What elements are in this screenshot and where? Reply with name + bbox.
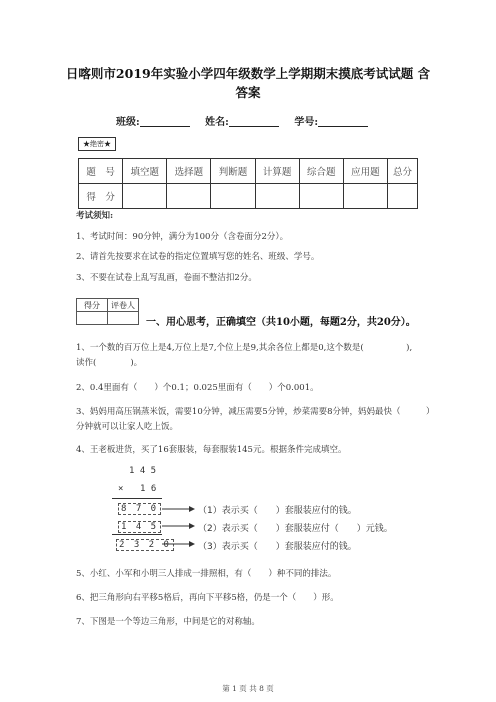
score-cell[interactable] — [387, 184, 417, 209]
multiplier: 1 6 — [140, 484, 157, 494]
partial-product-1: 8 7 0 — [118, 503, 161, 515]
calc-description-2: （2）表示买（ ）套服装应付（ ）元钱。 — [198, 524, 393, 534]
student-id-label: 学号: — [294, 117, 319, 128]
name-field[interactable] — [229, 116, 279, 127]
multiplicand: 1 4 5 — [129, 466, 157, 476]
secret-seal: ★绝密★ — [78, 137, 116, 151]
score-row-label: 得 分 — [79, 184, 123, 209]
final-product: 2 3 2 0 — [116, 539, 174, 551]
exam-title-line2: 答案 — [235, 85, 261, 100]
question-7: 7、下图是一个等边三角形，中间是它的对称轴。 — [76, 617, 260, 627]
notice-title: 考试须知: — [76, 211, 114, 221]
product-line — [112, 498, 162, 499]
score-cell[interactable] — [123, 184, 167, 209]
calc-description-1: （1）表示买（ ）套服装应付的钱。 — [198, 506, 357, 516]
sum-line — [112, 534, 162, 535]
score-table-cell: 题 号 — [79, 159, 123, 184]
scorebox-grader-cell[interactable] — [108, 312, 139, 325]
question-5: 5、小红、小军和小明三人排成一排照相，有（ ）种不同的排法。 — [76, 569, 337, 579]
scorebox-score-cell[interactable] — [77, 312, 108, 325]
notice-item: 1、考试时间：90分钟，满分为100分（含卷面分2分）。 — [76, 232, 289, 242]
score-cell[interactable] — [255, 184, 299, 209]
page-number: 第 1 页 共 8 页 — [222, 684, 274, 693]
score-table-cell: 应用题 — [343, 159, 387, 184]
calc-description-3: （3）表示买（ ）套服装应付的钱。 — [198, 542, 357, 552]
score-table-cell: 判断题 — [211, 159, 255, 184]
class-label: 班级: — [115, 117, 140, 128]
question-6: 6、把三角形向右平移5格后，再向下平移5格，仍是一个（ ）形。 — [76, 593, 339, 603]
score-table-cell: 填空题 — [123, 159, 167, 184]
score-table-score-row — [79, 184, 418, 209]
times-sign: × — [118, 484, 124, 494]
score-cell[interactable] — [299, 184, 343, 209]
question-3-line2: 分钟就可以让家人吃上饭。 — [76, 422, 179, 432]
question-3-line1: 3、妈妈用高压锅蒸米饭，需要10分钟，减压需要5分钟，炒菜需要8分钟，妈妈最快（ ） — [76, 407, 435, 417]
score-table-cell: 综合题 — [299, 159, 343, 184]
question-4: 4、王老板进货，买了16套服装，每套服装145元。根据条件完成填空。 — [76, 445, 347, 455]
score-table — [78, 158, 418, 209]
notice-item: 2、请首先按要求在试卷的指定位置填写您的姓名、班级、学号。 — [76, 252, 320, 262]
question-1-line1: 1、一个数的百万位上是4,万位上是7,个位上是9,其余各位上都是0,这个数是( ), — [76, 343, 413, 353]
question-2: 2、0.4里面有（ ）个0.1；0.025里面有（ ）个0.001。 — [76, 383, 319, 393]
arrows-graphic — [160, 500, 200, 552]
student-info-row — [0, 113, 496, 128]
score-cell[interactable] — [211, 184, 255, 209]
partial-product-2: 1 4 5 — [118, 521, 161, 533]
notice-item: 3、不要在试卷上乱写乱画，卷面不整洁扣2分。 — [76, 273, 257, 283]
section1-heading: 一、用心思考，正确填空（共10小题，每题2分，共20分）。 — [146, 317, 416, 328]
score-table-header-row — [79, 159, 418, 184]
section-score-box — [76, 298, 139, 325]
question-1-line2: 读作( )。 — [76, 358, 143, 368]
score-table-cell: 总分 — [387, 159, 417, 184]
class-field[interactable] — [140, 116, 190, 127]
score-table-cell: 选择题 — [167, 159, 211, 184]
scorebox-score-label: 得分 — [77, 299, 108, 312]
student-id-field[interactable] — [318, 116, 368, 127]
exam-title-line1: 日喀则市2019年实验小学四年级数学上学期期末摸底考试试题 含 — [65, 66, 431, 81]
score-cell[interactable] — [343, 184, 387, 209]
scorebox-grader-label: 评卷人 — [108, 299, 139, 312]
score-cell[interactable] — [167, 184, 211, 209]
name-label: 姓名: — [205, 117, 229, 128]
score-table-cell: 计算题 — [255, 159, 299, 184]
